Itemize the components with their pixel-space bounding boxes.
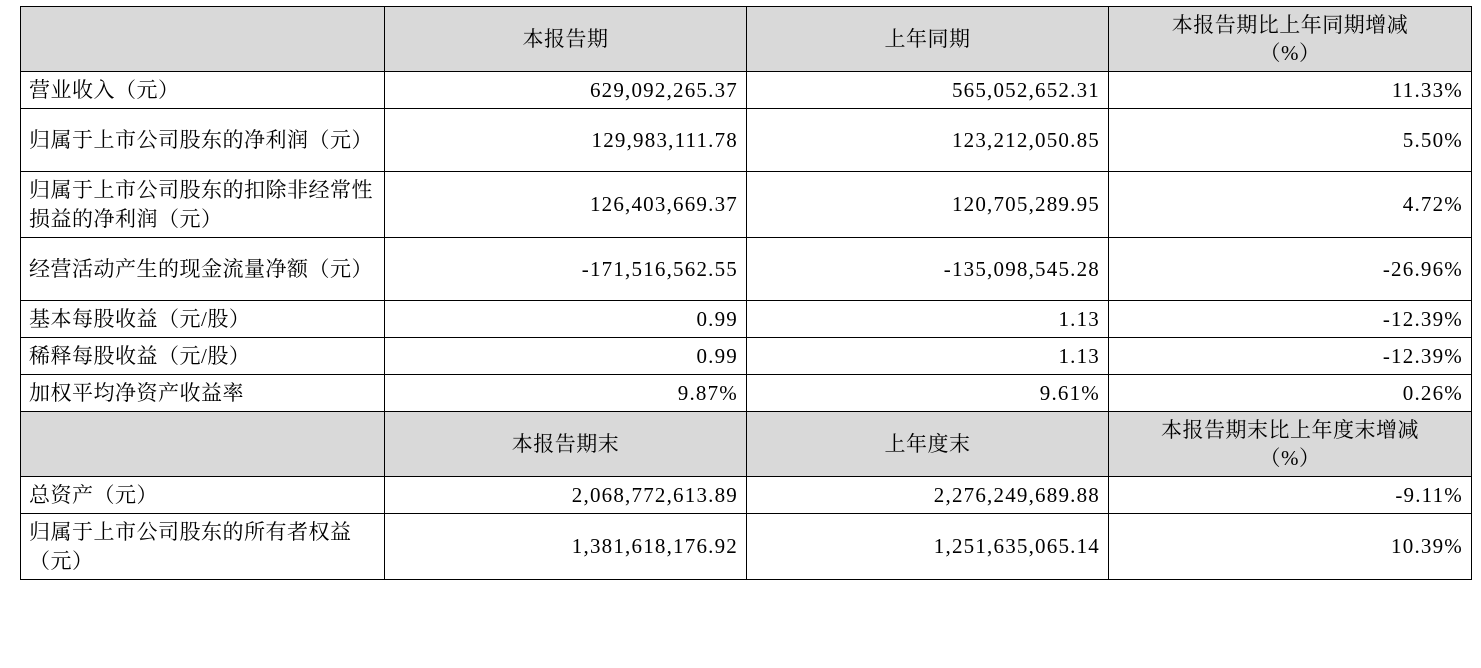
row-current-value: 129,983,111.78 — [385, 109, 747, 172]
row-previous-value: 565,052,652.31 — [747, 72, 1109, 109]
financial-summary-table — [20, 6, 1472, 580]
header-change-line2: （%） — [1259, 41, 1321, 66]
header-cell-current-period-end: 本报告期末 — [385, 412, 747, 477]
table-row — [21, 72, 1472, 109]
header-cell-previous-year-end: 上年度末 — [747, 412, 1109, 477]
header-cell-period-end-change — [1109, 412, 1472, 477]
row-label: 稀释每股收益（元/股） — [21, 337, 385, 374]
row-previous-value: 123,212,050.85 — [747, 109, 1109, 172]
row-previous-value: -135,098,545.28 — [747, 237, 1109, 300]
table-row — [21, 109, 1472, 172]
row-label: 归属于上市公司股东的所有者权益（元） — [21, 514, 385, 579]
row-current-value: 1,381,618,176.92 — [385, 514, 747, 579]
row-label: 基本每股收益（元/股） — [21, 300, 385, 337]
header-cell-blank — [21, 7, 385, 72]
row-current-value: 126,403,669.37 — [385, 172, 747, 237]
header-cell-blank-2 — [21, 412, 385, 477]
row-label: 归属于上市公司股东的扣除非经常性损益的净利润（元） — [21, 172, 385, 237]
header-cell-current-period: 本报告期 — [385, 7, 747, 72]
row-label: 加权平均净资产收益率 — [21, 374, 385, 411]
header-change-end-line1: 本报告期末比上年度末增减 — [1161, 418, 1419, 442]
table-row — [21, 337, 1472, 374]
row-change-value: -9.11% — [1109, 477, 1472, 514]
row-previous-value: 1.13 — [747, 337, 1109, 374]
table-header-row-period — [21, 7, 1472, 72]
header-change-end-line2: （%） — [1259, 446, 1321, 471]
row-label: 经营活动产生的现金流量净额（元） — [21, 237, 385, 300]
table-row — [21, 514, 1472, 579]
table-header-row-balance — [21, 412, 1472, 477]
header-cell-period-change — [1109, 7, 1472, 72]
row-current-value: 629,092,265.37 — [385, 72, 747, 109]
row-label: 营业收入（元） — [21, 72, 385, 109]
row-current-value: 0.99 — [385, 337, 747, 374]
row-previous-value: 120,705,289.95 — [747, 172, 1109, 237]
row-current-value: 2,068,772,613.89 — [385, 477, 747, 514]
row-current-value: 0.99 — [385, 300, 747, 337]
row-change-value: 5.50% — [1109, 109, 1472, 172]
table-row — [21, 477, 1472, 514]
row-change-value: -12.39% — [1109, 300, 1472, 337]
row-change-value: 0.26% — [1109, 374, 1472, 411]
table-row — [21, 300, 1472, 337]
row-current-value: 9.87% — [385, 374, 747, 411]
table-row — [21, 237, 1472, 300]
header-cell-previous-period: 上年同期 — [747, 7, 1109, 72]
row-change-value: -26.96% — [1109, 237, 1472, 300]
table-row — [21, 172, 1472, 237]
row-label: 归属于上市公司股东的净利润（元） — [21, 109, 385, 172]
row-change-value: -12.39% — [1109, 337, 1472, 374]
row-previous-value: 2,276,249,689.88 — [747, 477, 1109, 514]
row-previous-value: 1.13 — [747, 300, 1109, 337]
row-label: 总资产（元） — [21, 477, 385, 514]
row-change-value: 10.39% — [1109, 514, 1472, 579]
row-previous-value: 1,251,635,065.14 — [747, 514, 1109, 579]
row-change-value: 4.72% — [1109, 172, 1472, 237]
table-row — [21, 374, 1472, 411]
row-current-value: -171,516,562.55 — [385, 237, 747, 300]
row-previous-value: 9.61% — [747, 374, 1109, 411]
row-change-value: 11.33% — [1109, 72, 1472, 109]
header-change-line1: 本报告期比上年同期增减 — [1171, 13, 1409, 37]
